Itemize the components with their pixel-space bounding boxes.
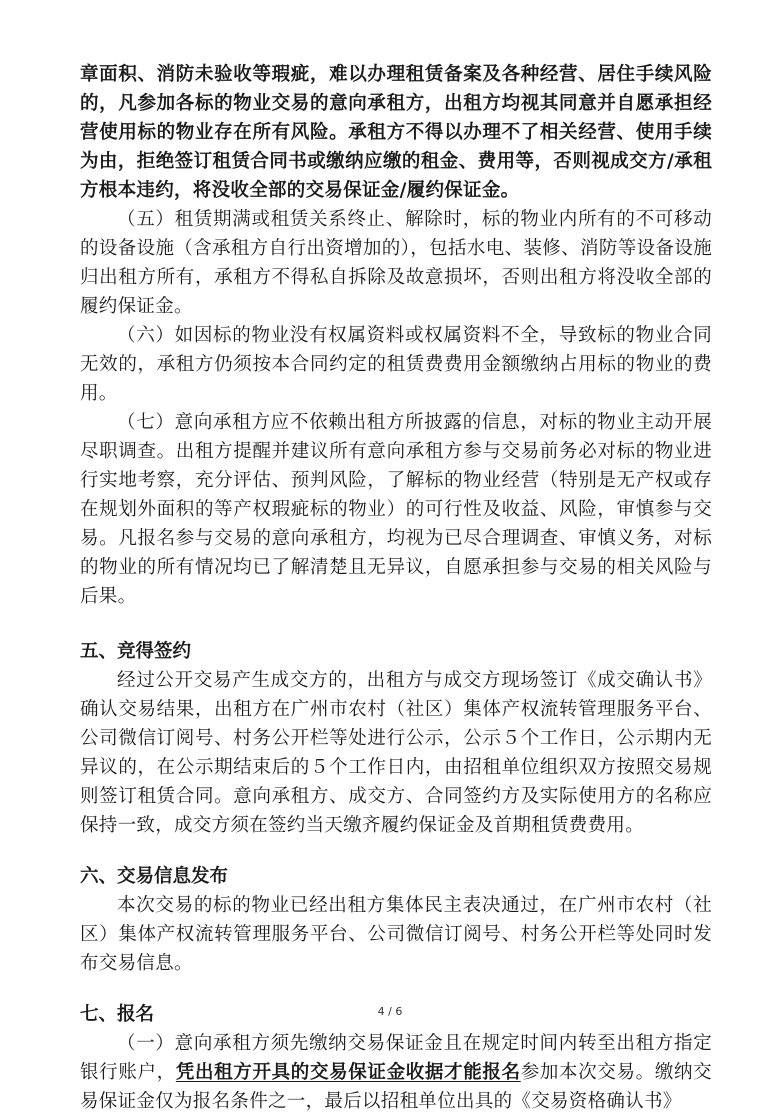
section-7-paragraph [80,1029,712,1116]
clause-7-paragraph: （七）意向承租方应不依赖出租方所披露的信息，对标的物业主动开展尽职调查。出租方提醒并建议所有意向承租方参与交易前务必对标的物业进行实地考察，充分评估、预判风险，了解标的物业经营（特别是无产权或存在规划外面积的等产权瑕疵标的物业）的可行性及收益、风险，审慎参与交易。凡报名参与交易的意向承租方，均视为已尽合理调查、审慎义务，对标的物业的所有情况均已了解清楚且无异议，自愿承担参与交易的相关风险与后果。 [80,412,712,607]
intro-risk-paragraph: 章面积、消防未验收等瑕疵，难以办理租赁备案及各种经营、居住手续风险的，凡参加各标的物业交易的意向承租方，出租方均视其同意并自愿承担经营使用标的物业存在所有风险。承租方不得以办理不了相关经营、使用手续为由，拒绝签订租赁合同书或缴纳应缴的租金、费用等，否则视成交方/承租方根本违约，将没收全部的交易保证金/履约保证金。 [80,64,712,201]
section-5-paragraph: 经过公开交易产生成交方的，出租方与成交方现场签订《成交确认书》确认交易结果，出租方在广州市农村（社区）集体产权流转管理服务平台、公司微信订阅号、村务公开栏等处进行公示，公示５个工作日，公示期内无异议的，在公示期结束后的５个工作日内，由招租单位组织双方按照交易规则签订租赁合同。意向承租方、成交方、合同签约方及实际使用方的名称应保持一致，成交方须在签约当天缴齐履约保证金及首期租赁费费用。 [80,670,712,836]
clause-5-paragraph: （五）租赁期满或租赁关系终止、解除时，标的物业内所有的不可移动的设备设施（含承租方自行出资增加的），包括水电、装修、消防等设备设施归出租方所有，承租方不得私自拆除及故意损坏，否则出租方将没收全部的履约保证金。 [80,209,712,317]
section-5-heading: 五、竞得签约 [80,641,192,662]
section-7-heading: 七、报名 [80,1004,155,1025]
section-7-text-a: （一）意向承租方须先缴纳交易保证金且在规定时间内转至出租方指定银行账户， [80,1033,712,1083]
page-content [80,60,712,1116]
section-7-text-b: 参加本次交易。缴纳交易保证金仅为报名条件之一，最后以招租单位出具的《交易资格确认书》 [80,1062,712,1112]
clause-6-paragraph: （六）如因标的物业没有权属资料或权属资料不全，导致标的物业合同无效的，承租方仍须按本合同约定的租赁费费用金额缴纳占用标的物业的费用。 [80,325,712,404]
page-number: 4 / 6 [377,1005,403,1018]
section-7-underlined-text: 凭出租方开具的交易保证金收据才能报名 [175,1062,521,1083]
section-6-heading: 六、交易信息发布 [80,866,229,887]
section-6-paragraph: 本次交易的标的物业已经出租方集体民主表决通过，在广州市农村（社区）集体产权流转管理服务平台、公司微信订阅号、村务公开栏等处同时发布交易信息。 [80,895,712,974]
